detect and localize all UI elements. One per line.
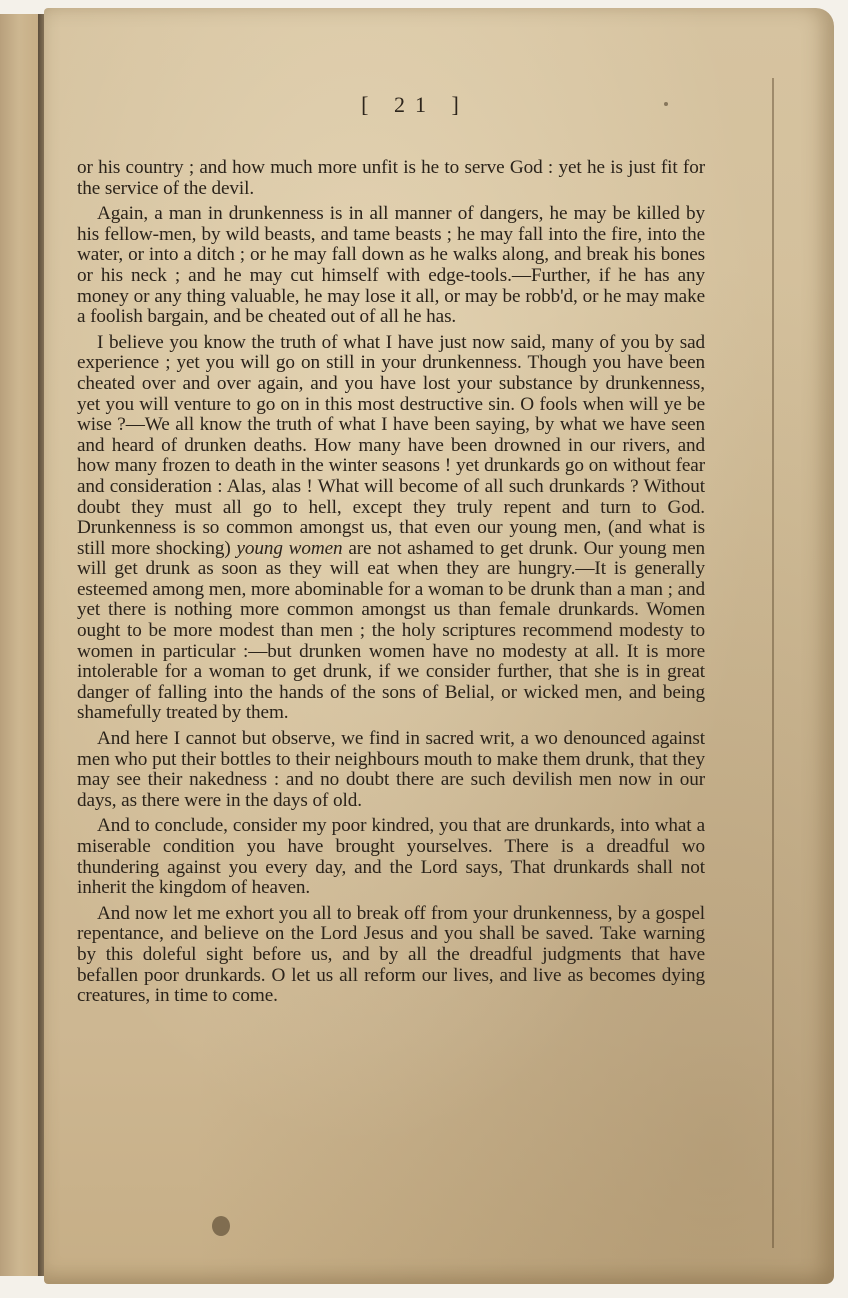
paragraph: [77, 333, 705, 724]
paragraph: And now let me exhort you all to break off from your drunkenness, by a gospel repentance, and believe on the Lord Jesus and you shall be saved. Take warning by this doleful sight before us, and by all the dreadful judgments that have befallen poor drunkards. O let us all reform our lives, and live as becomes dying creatures, in time to come.: [77, 902, 705, 1007]
ink-stain: [212, 1216, 230, 1236]
paragraph: And to conclude, consider my poor kindred, you that are drunkards, into what a miserable condition you have brought yourselves. There is a dreadful wo thundering against you every day, and the Lord says, That drunkards shall not inherit the kingdom of heaven.: [77, 815, 705, 899]
facing-page-edge: [0, 14, 40, 1276]
italic-phrase: young women: [236, 537, 343, 559]
page-number: [ 21 ]: [361, 92, 469, 117]
paragraph: And here I cannot but observe, we find in sacred writ, a wo denounced against men who put their bottles to their neighbours mouth to make them drunk, that they may see their nakedness : and no doubt there are such devilish men now in our days, as there were in the days of old.: [77, 728, 705, 811]
page-text: [77, 158, 705, 1012]
book-page: [44, 8, 834, 1284]
paragraph: or his country ; and how much more unfit is he to serve God : yet he is just fit for the service of the devil.: [77, 157, 705, 199]
paragraph: Again, a man in drunkenness is in all manner of dangers, he may be killed by his fellow-men, by wild beasts, and tame beasts ; he may fall into the fire, into the water, or into a ditch ; or he may fall down as he walks along, and break his bones or his neck ; and he may cut himself with edge-tools.—Further, if he has any money or any thing valuable, he may lose it all, or may be robb'd, or he may make a foolish bargain, and be cheated out of all he has.: [77, 203, 705, 328]
page-fold: [772, 78, 774, 1248]
paragraph-text: are not ashamed to get drunk. Our young men will get drunk as soon as they will eat when they are hungry.—It is generally esteemed among men, more abominable for a woman to be drunk than a man ; and yet there is nothing more common amongst us than female drunkards. Women ought to be more modest than men ; the holy scriptures recommend modesty to women in particular :—but drunken women have no modesty at all. It is more intolerable for a woman to get drunk, if we consider further, that she is in great danger of falling into the hands of the sons of Belial, or wicked men, and being shamefully treated by them.: [77, 537, 705, 724]
paragraph-text: I believe you know the truth of what I have just now said, many of you by sad experience ; yet you will go on still in your drunkenness. Though you have been cheated over and over again, and you have lost your substance by drunkenness, yet you will venture to go on in this most destructive sin. O fools when will ye be wise ?—We all know the truth of what I have been saying, by what we have seen and heard of drunken deaths. How many have been drowned in our rivers, and how many frozen to death in the winter seasons ! yet drunkards go on without fear and consideration : Alas, alas ! What will become of all such drunkards ? Without doubt they must all go to hell, except they truly repent and turn to God. Drunkenness is so common amongst us, that even our young men, (and what is still more shocking): [77, 331, 705, 559]
